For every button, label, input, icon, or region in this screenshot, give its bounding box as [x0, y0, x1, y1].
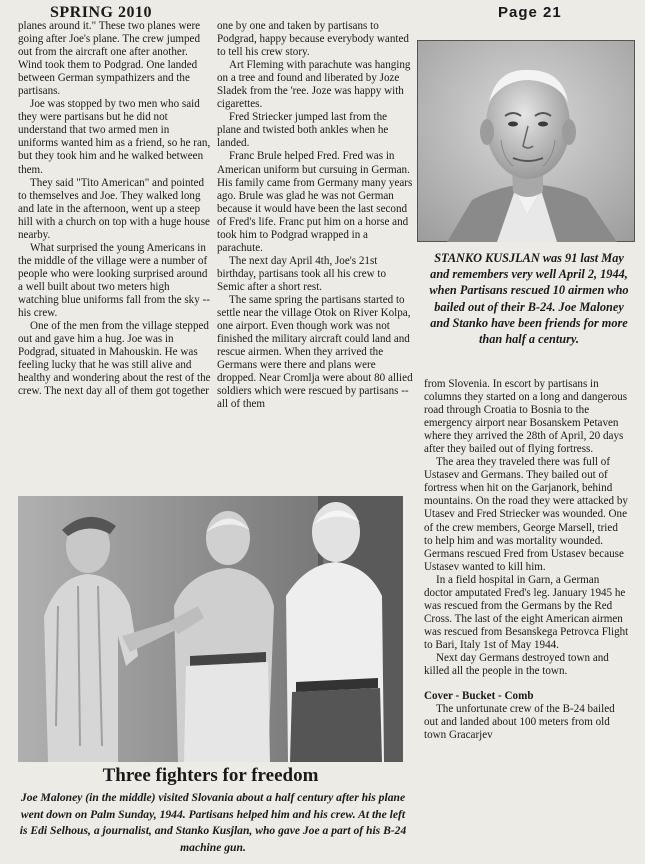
portrait-image — [417, 40, 635, 242]
page-number: Page 21 — [498, 4, 562, 21]
section-subheading: Cover - Bucket - Comb — [424, 690, 534, 703]
paragraph: from Slovenia. In escort by partisans in columns they started on a long and dangerous road through Croatia to Bosnia to the emergency airport near Bosanskem Petaven where they arrived the 28th of April, 20 days after they bailed out of flying fortress. — [424, 378, 628, 456]
paragraph: One of the men from the village stepped out and gave him a hug. Joe was in Podgrad, situated in Mahouskin. He was feeling lucky that he was still alive and healthy and wondering about the rest of the crew. The next day all of them got together — [18, 320, 211, 398]
paragraph: Next day Germans destroyed town and killed all the people in the town. — [424, 651, 609, 678]
paragraph: one by one and taken by partisans to Podgrad, happy because everybody wanted to tell his crew story. — [217, 20, 409, 59]
paragraph: What surprised the young Americans in the middle of the village were a number of people who were looking surprised around a well built about two meters high watching blue uniforms fall from the sky -- his crew. — [18, 241, 210, 320]
paragraph: The same spring the partisans started to settle near the village Otok on River Kolpa, one airport. Even though work was not finished the military aircraft could land and rescue airmen. When they arrived the Germans were there and plans were dropped. Near Cromlja were about 80 allied soldiers which were rescued by partisans -- all of them — [217, 293, 413, 411]
photo-headline: Three fighters for freedom — [102, 765, 319, 786]
paragraph: planes around it." These two planes were going after Joe's plane. The crew jumped out from the aircraft one after another. Wind took them to Podgrad. One landed between German sympathizers and the partisans. — [18, 20, 201, 98]
article-column-3 — [424, 378, 629, 742]
paragraph: Franc Brule helped Fred. Fred was in American uniform but cursuing in German. His family came from Germany many years ago. Brule was glad he was not German because it would have been the last second of Fred's life. Franc put him on a horse and took him to Podgrad wrapped in a parachute. — [217, 150, 413, 254]
issue-header: SPRING 2010 — [50, 4, 152, 21]
paragraph: Joe was stopped by two men who said they were partisans but he did not understand that two armed men in uniforms wanted him as a friend, so he ran, but they took him and he walked between them. — [18, 98, 211, 176]
paragraph: In a field hospital in Garn, a German doctor amputated Fred's leg. January 1945 he was rescued from the Germans by the Red Cross. The last of the eight American airmen was rescued from Besanskega Petrovca Flight to Bari, Italy 1st of May 1944. — [424, 573, 629, 651]
group-photo-caption: Joe Maloney (in the middle) visited Slovania about a half century after his plane went down on Palm Sunday, 1944. Partisans helped him and his crew. At the left is Edi Selhous, a journalist, and Stanko Kusjlan, who gave Joe a part of his B-24 machine gun. — [19, 791, 407, 854]
paragraph: They said "Tito American" and pointed to themselves and Joe. They walked long and late in the afternoon, went up a steep hill with a church on top with a huge house nearby. — [18, 176, 210, 241]
paragraph: The area they traveled there was full of Ustasev and Germans. They bailed out of fortress when hit on the Garjanork, behind mountains. On the road they were attacked by Utasev and Fred Striecker was wounded. One of the crew members, George Marsell, tried to help him and was mortality wounded. Germans rescued Fred from Ustasev because Ustasev wanted to kill him. — [424, 456, 628, 573]
paragraph: The next day April 4th, Joe's 21st birthday, partisans took all his crew to Semic after a short rest. — [217, 254, 387, 293]
portrait-photo — [417, 40, 635, 242]
paragraph: Fred Striecker jumped last from the plane and twisted both ankles when he landed. — [217, 111, 389, 150]
article-column-2 — [217, 20, 413, 411]
paragraph: The unfortunate crew of the B-24 bailed out and landed about 100 meters from old town Gracarjev — [424, 703, 615, 742]
portrait-caption: STANKO KUSJLAN was 91 last May and remembers very well April 2, 1944, when Partisans rescued 10 airmen who bailed out of their B-24. Joe Maloney and Stanko have been friends for more than half a century. — [429, 251, 629, 347]
group-photo — [18, 496, 403, 762]
paragraph: Art Fleming with parachute was hanging on a tree and found and liberated by Joze Sladek from the 'ree. Joze was happy with cigarettes. — [217, 59, 411, 111]
article-column-1 — [18, 20, 212, 398]
group-photo-image — [18, 496, 403, 762]
